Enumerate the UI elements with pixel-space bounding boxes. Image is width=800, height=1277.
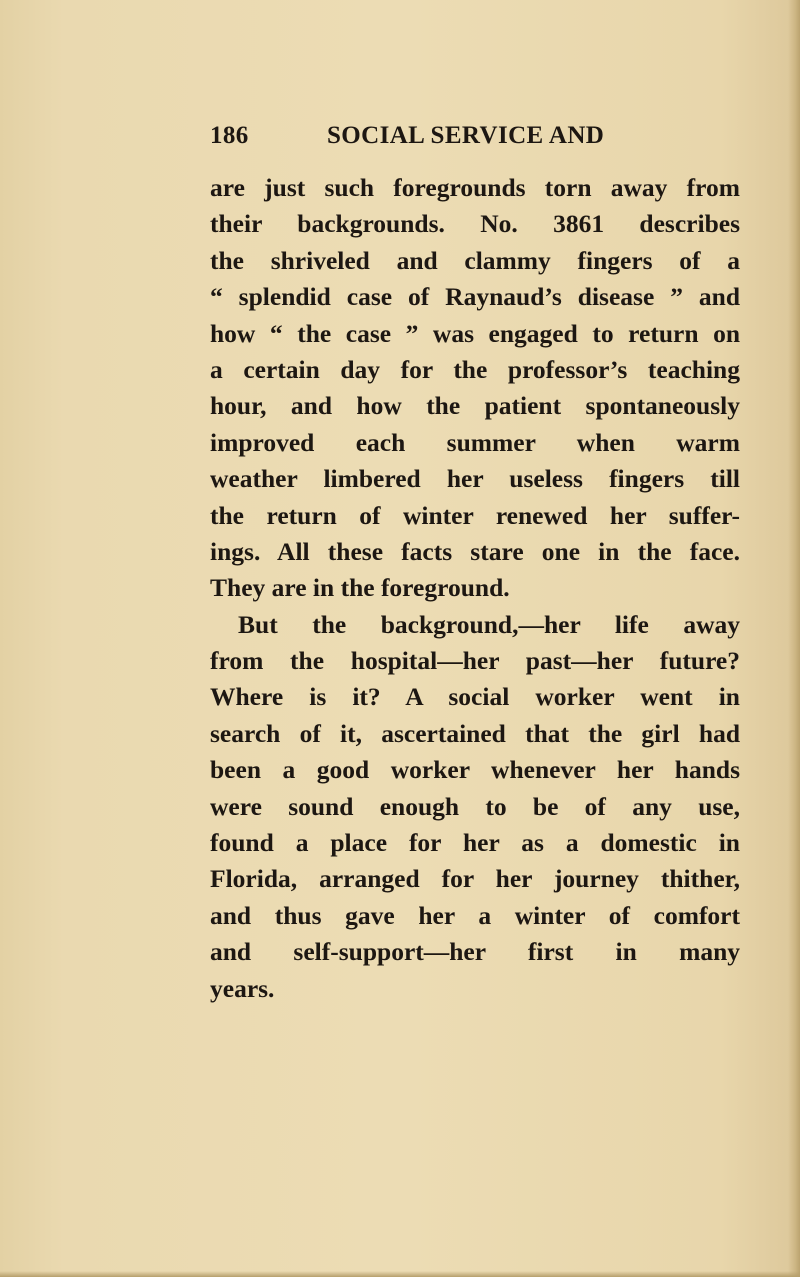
- text-line: ings. All these facts stare one in the face.: [210, 536, 740, 566]
- text-line: found a place for her as a domestic in: [210, 828, 740, 858]
- paragraph-start-line: But the background,—her life away: [238, 609, 740, 639]
- running-title: SOCIAL SERVICE AND: [327, 122, 605, 149]
- text-line: improved each summer when warm: [210, 427, 740, 457]
- text-line: were sound enough to be of any use,: [210, 791, 740, 821]
- text-line: Where is it? A social worker went in: [210, 682, 740, 712]
- text-line: are just such foregrounds torn away from: [210, 173, 740, 202]
- text-line: been a good worker whenever her hands: [210, 755, 740, 785]
- text-line: the return of winter renewed her suffer-: [210, 500, 740, 530]
- running-head: [210, 122, 740, 156]
- text-line: from the hospital—her past—her future?: [210, 646, 740, 676]
- text-line: how “ the case ” was engaged to return on: [210, 318, 740, 348]
- text-line: a certain day for the professor’s teaching: [210, 354, 740, 384]
- body-text: [210, 170, 740, 1007]
- text-line: search of it, ascertained that the girl had: [210, 718, 740, 748]
- text-line: Florida, arranged for her journey thither,: [210, 864, 740, 894]
- text-line: weather limbered her useless fingers till: [210, 464, 740, 494]
- text-line: “ splendid case of Raynaud’s disease ” and: [210, 282, 740, 312]
- page-edge-shadow: [788, 0, 800, 1277]
- text-line: the shriveled and clammy fingers of a: [210, 245, 740, 275]
- text-line: hour, and how the patient spontaneously: [210, 391, 740, 421]
- page-number: 186: [210, 122, 249, 149]
- text-line: and thus gave her a winter of comfort: [210, 900, 740, 930]
- page-bottom-shadow: [0, 1271, 800, 1277]
- text-line: and self-support—her first in many: [210, 937, 740, 967]
- text-line: their backgrounds. No. 3861 describes: [210, 209, 740, 239]
- paragraph-end-line: They are in the foreground.: [210, 573, 510, 603]
- paragraph-end-line: years.: [210, 973, 275, 1003]
